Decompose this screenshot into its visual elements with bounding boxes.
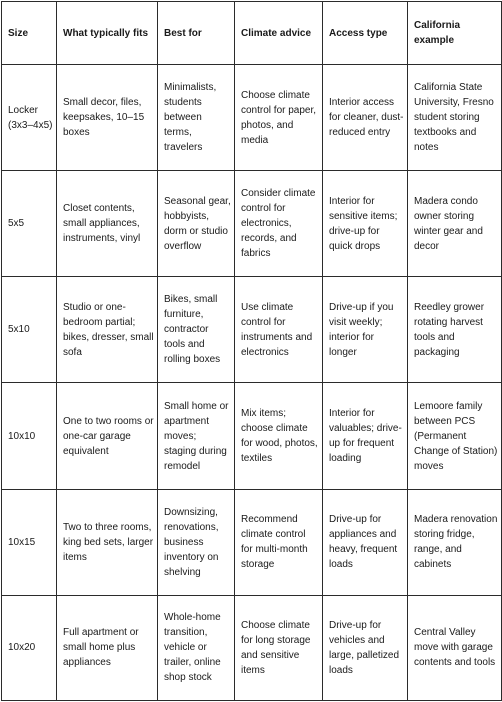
cell-climate-advice: Consider climate control for electronics, records, and fabrics: [235, 171, 323, 277]
cell-climate-advice: Choose climate for long storage and sensitive items: [235, 595, 323, 700]
cell-california-example: Lemoore family between PCS (Permanent Change of Station) moves: [408, 383, 502, 489]
cell-climate-advice: Use climate control for instruments and electronics: [235, 277, 323, 383]
cell-access-type: Drive-up for appliances and heavy, frequent loads: [323, 489, 408, 595]
cell-access-type: Drive-up if you visit weekly; interior for longer: [323, 277, 408, 383]
cell-california-example: Central Valley move with garage contents and tools: [408, 595, 502, 700]
cell-access-type: Interior for valuables; drive-up for frequent loading: [323, 383, 408, 489]
table-row: [2, 383, 502, 489]
cell-california-example: California State University, Fresno student storing textbooks and notes: [408, 65, 502, 171]
cell-what-fits: Full apartment or small home plus appliances: [57, 595, 158, 700]
header-best-for: Best for: [158, 2, 235, 65]
cell-best-for: Downsizing, renovations, business inventory on shelving: [158, 489, 235, 595]
header-california-example: California example: [408, 2, 502, 65]
storage-size-table: [1, 1, 502, 701]
table-row: [2, 277, 502, 383]
header-access-type: Access type: [323, 2, 408, 65]
header-climate-advice: Climate advice: [235, 2, 323, 65]
table-row: [2, 489, 502, 595]
cell-climate-advice: Mix items; choose climate for wood, photos, textiles: [235, 383, 323, 489]
cell-what-fits: Studio or one-bedroom partial; bikes, dresser, small sofa: [57, 277, 158, 383]
cell-access-type: Interior access for cleaner, dust-reduced entry: [323, 65, 408, 171]
cell-size: 10x20: [2, 595, 57, 700]
cell-best-for: Whole-home transition, vehicle or trailer, online shop stock: [158, 595, 235, 700]
header-size: Size: [2, 2, 57, 65]
cell-access-type: Interior for sensitive items; drive-up for quick drops: [323, 171, 408, 277]
cell-size: 5x10: [2, 277, 57, 383]
cell-california-example: Reedley grower rotating harvest tools and packaging: [408, 277, 502, 383]
header-what-fits: What typically fits: [57, 2, 158, 65]
table-header-row: [2, 2, 502, 65]
cell-california-example: Madera condo owner storing winter gear and decor: [408, 171, 502, 277]
cell-california-example: Madera renovation storing fridge, range, and cabinets: [408, 489, 502, 595]
cell-what-fits: One to two rooms or one-car garage equivalent: [57, 383, 158, 489]
cell-best-for: Small home or apartment moves; staging during remodel: [158, 383, 235, 489]
cell-best-for: Seasonal gear, hobbyists, dorm or studio overflow: [158, 171, 235, 277]
cell-what-fits: Two to three rooms, king bed sets, larger items: [57, 489, 158, 595]
cell-best-for: Bikes, small furniture, contractor tools and rolling boxes: [158, 277, 235, 383]
cell-what-fits: Small decor, files, keepsakes, 10–15 boxes: [57, 65, 158, 171]
cell-best-for: Minimalists, students between terms, travelers: [158, 65, 235, 171]
cell-size: 10x15: [2, 489, 57, 595]
table-row: [2, 65, 502, 171]
cell-size: 10x10: [2, 383, 57, 489]
cell-size: 5x5: [2, 171, 57, 277]
table-row: [2, 595, 502, 700]
cell-what-fits: Closet contents, small appliances, instruments, vinyl: [57, 171, 158, 277]
cell-access-type: Drive-up for vehicles and large, palletized loads: [323, 595, 408, 700]
cell-size: Locker (3x3–4x5): [2, 65, 57, 171]
cell-climate-advice: Recommend climate control for multi-month storage: [235, 489, 323, 595]
table-row: [2, 171, 502, 277]
cell-climate-advice: Choose climate control for paper, photos, and media: [235, 65, 323, 171]
